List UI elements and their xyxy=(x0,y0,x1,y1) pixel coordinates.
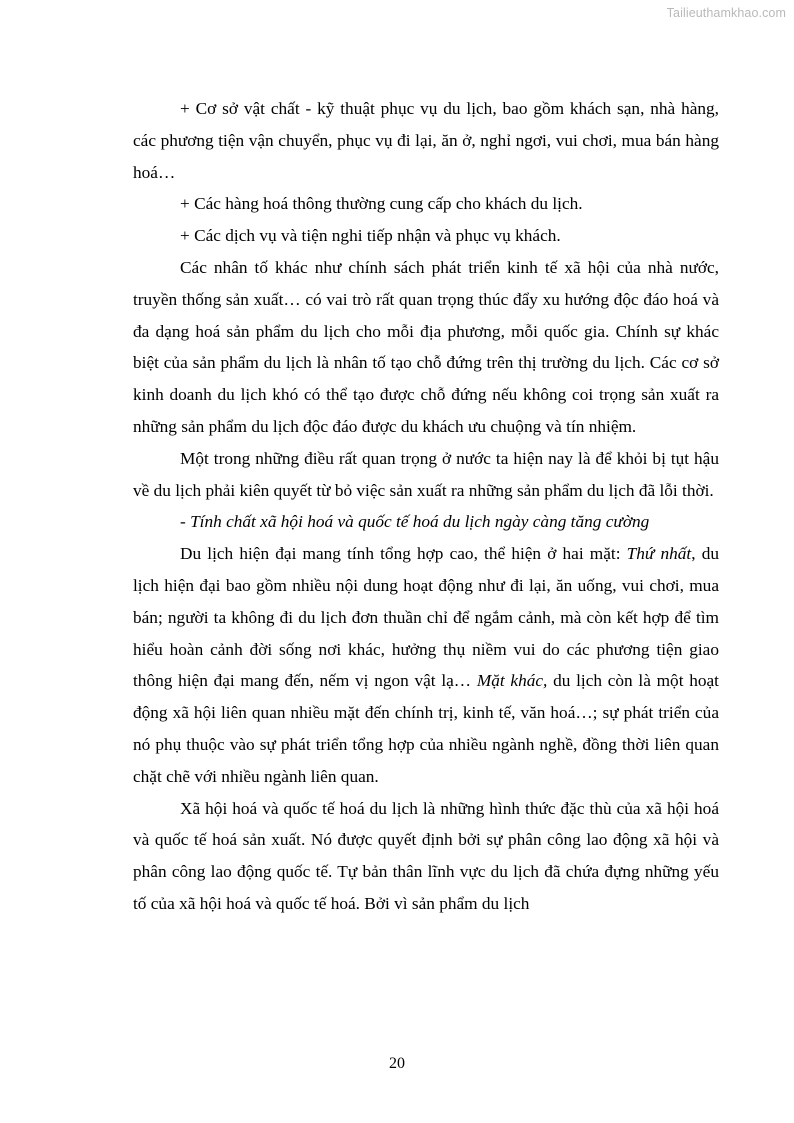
paragraph-modern-tourism xyxy=(133,538,719,792)
paragraph-other-factors: Các nhân tố khác như chính sách phát triển kinh tế xã hội của nhà nước, truyền thống sản xuất… có vai trò rất quan trọng thúc đẩy xu hướng độc đáo hoá và đa dạng hoá sản phẩm du lịch cho mỗi địa phương, mỗi quốc gia. Chính sự khác biệt của sản phẩm du lịch là nhân tố tạo chỗ đứng trên thị trường du lịch. Các cơ sở kinh doanh du lịch khó có thể tạo được chỗ đứng nếu không coi trọng sản xuất ra những sản phẩm du lịch độc đáo được du khách ưu chuộng và tín nhiệm. xyxy=(133,257,719,436)
paragraph-facilities: + Cơ sở vật chất - kỹ thuật phục vụ du lịch, bao gồm khách sạn, nhà hàng, các phương tiện vận chuyển, phục vụ đi lại, ăn ở, nghỉ ngơi, vui chơi, mua bán hàng hoá… xyxy=(133,99,719,182)
watermark-text: Tailieuthamkhao.com xyxy=(666,6,786,20)
modern-tourism-emphasis-first: Thứ nhất xyxy=(626,544,692,564)
paragraph-services: + Các dịch vụ và tiện nghi tiếp nhận và phục vụ khách. xyxy=(180,226,561,246)
paragraph-avoid-lagging: Một trong những điều rất quan trọng ở nước ta hiện nay là để khỏi bị tụt hậu về du lịch phải kiên quyết từ bỏ việc sản xuất ra những sản phẩm du lịch đã lỗi thời. xyxy=(133,448,719,500)
paragraph-socialization: Xã hội hoá và quốc tế hoá du lịch là những hình thức đặc thù của xã hội hoá và quốc tế hoá sản xuất. Nó được quyết định bởi sự phân công lao động xã hội và phân công lao động quốc tế. Tự bản thân lĩnh vực du lịch đã chứa đựng những yếu tố của xã hội hoá và quốc tế hoá. Bởi vì sản phẩm du lịch xyxy=(133,798,719,913)
modern-tourism-emphasis-other: Mặt khác, xyxy=(476,671,548,691)
page-number: 20 xyxy=(389,1055,405,1072)
document-body xyxy=(133,93,719,920)
paragraph-goods: + Các hàng hoá thông thường cung cấp cho khách du lịch. xyxy=(180,194,583,214)
modern-tourism-text-3: du lịch còn là một hoạt động xã hội liên quan nhiều mặt đến chính trị, kinh tế, văn hoá…; sự phát triển của nó phụ thuộc vào sự phát triển tổng hợp của nhiều ngành nghề, đồng thời liên quan chặt chẽ với nhiều ngành liên quan. xyxy=(133,671,719,786)
modern-tourism-text-2: , du lịch hiện đại bao gồm nhiều nội dung hoạt động như đi lại, ăn uống, vui chơi, mua bán; người ta không đi du lịch đơn thuần chỉ để ngắm cảnh, mà còn kết hợp để tìm hiểu hoàn cảnh đời sống nơi khác, hưởng thụ niềm vui do các phương tiện giao thông hiện đại mang đến, nếm vị ngon vật lạ… xyxy=(133,544,719,691)
modern-tourism-text-1: Du lịch hiện đại mang tính tổng hợp cao, thể hiện ở hai mặt: xyxy=(180,544,627,564)
section-heading-socialization: - Tính chất xã hội hoá và quốc tế hoá du lịch ngày càng tăng cường xyxy=(180,512,650,532)
